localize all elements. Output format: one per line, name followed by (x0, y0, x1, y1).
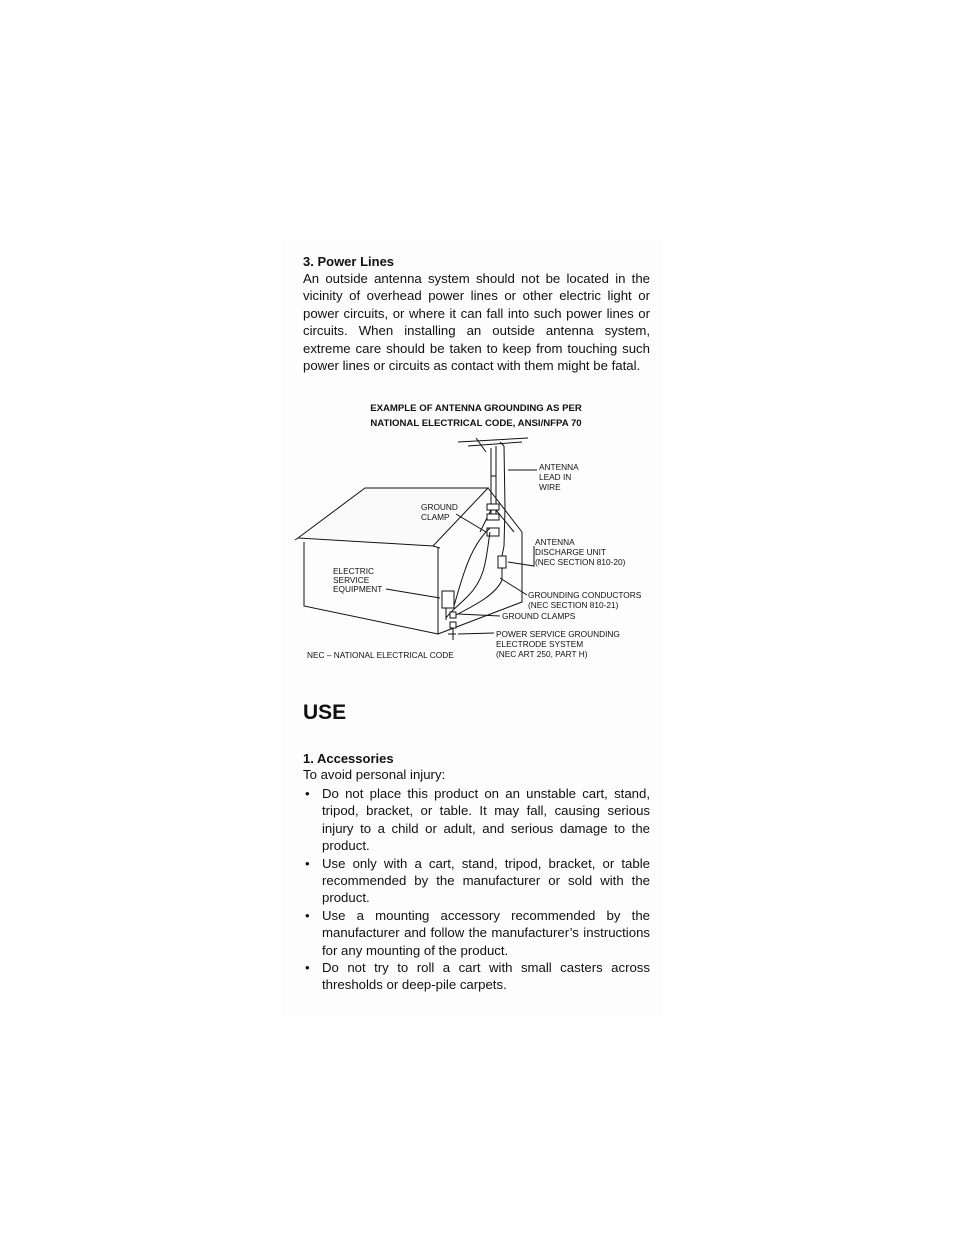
bullet-text: Use only with a cart, stand, tripod, bracket, or table recommended by the manufacturer or sold with the product. (322, 855, 650, 906)
label-service-3: EQUIPMENT (333, 584, 383, 594)
label-ground-clamp-2: CLAMP (421, 512, 450, 522)
accessories-heading: 1. Accessories (303, 751, 394, 766)
bullet-dot: • (305, 786, 310, 801)
roof-outline (298, 488, 488, 546)
roof-edge-left (295, 538, 298, 540)
power-lines-paragraph: An outside antenna system should not be located in the vicinity of overhead power lines or other electric light or power circuits, or where it can fall into such power lines or circuits. When installing an outside antenna system, extreme care should be taken to keep from touching such power lines or circuits as contact with them might be fatal. (303, 271, 650, 374)
bullet-text: Use a mounting accessory recommended by the manufacturer and follow the manufacturer’s instructions for any mounting of the product. (322, 907, 650, 958)
label-antenna-lead-3: WIRE (539, 482, 561, 492)
discharge-unit (498, 556, 506, 568)
accessories-intro: To avoid personal injury: (303, 767, 446, 782)
label-grounding-conductors-2: (NEC SECTION 810-21) (528, 600, 619, 610)
lead-in-wire (502, 446, 505, 556)
bullet-item (303, 907, 650, 959)
bullet-dot: • (305, 960, 310, 976)
label-discharge-2: DISCHARGE UNIT (535, 547, 606, 557)
label-grounding-conductors-1: GROUNDING CONDUCTORS (528, 590, 642, 600)
label-service-2: SERVICE (333, 575, 370, 585)
bullet-item (303, 959, 650, 994)
bullet-item (303, 785, 650, 855)
use-heading: USE (303, 701, 347, 724)
bullet-dot: • (305, 855, 310, 871)
bullet-dot: • (305, 907, 310, 923)
roof-edge-right (433, 546, 440, 548)
label-ground-clamps: GROUND CLAMPS (502, 611, 576, 621)
electric-service-box (442, 591, 454, 608)
power-lines-heading: 3. Power Lines (303, 254, 395, 269)
antenna-grounding-diagram (290, 428, 660, 668)
figure-title-line-2: NATIONAL ELECTRICAL CODE, ANSI/NFPA 70 (370, 417, 582, 429)
label-power-service-3: (NEC ART 250, PART H) (496, 649, 588, 659)
figure-title (300, 402, 652, 431)
antenna-elements (458, 438, 528, 452)
label-nec-footer: NEC – NATIONAL ELECTRICAL CODE (307, 650, 454, 660)
label-discharge-1: ANTENNA (535, 537, 575, 547)
accessories-bullet-list (303, 785, 650, 994)
label-power-service-1: POWER SERVICE GROUNDING (496, 629, 620, 639)
label-antenna-lead-1: ANTENNA (539, 462, 579, 472)
label-antenna-lead-2: LEAD IN (539, 472, 572, 482)
bullet-text: Do not try to roll a cart with small casters across thresholds or deep-pile carpets. (322, 960, 650, 993)
bullet-text: Do not place this product on an unstable cart, stand, tripod, bracket, or table. It may fall, causing serious injury to a child or adult, and serious damage to the product. (322, 786, 650, 854)
label-discharge-3: (NEC SECTION 810-20) (535, 557, 626, 567)
label-service-1: ELECTRIC (333, 566, 375, 576)
bullet-item (303, 855, 650, 907)
label-ground-clamp-1: GROUND (421, 502, 458, 512)
figure-title-line-1: EXAMPLE OF ANTENNA GROUNDING AS PER (370, 403, 582, 414)
label-power-service-2: ELECTRODE SYSTEM (496, 639, 584, 649)
